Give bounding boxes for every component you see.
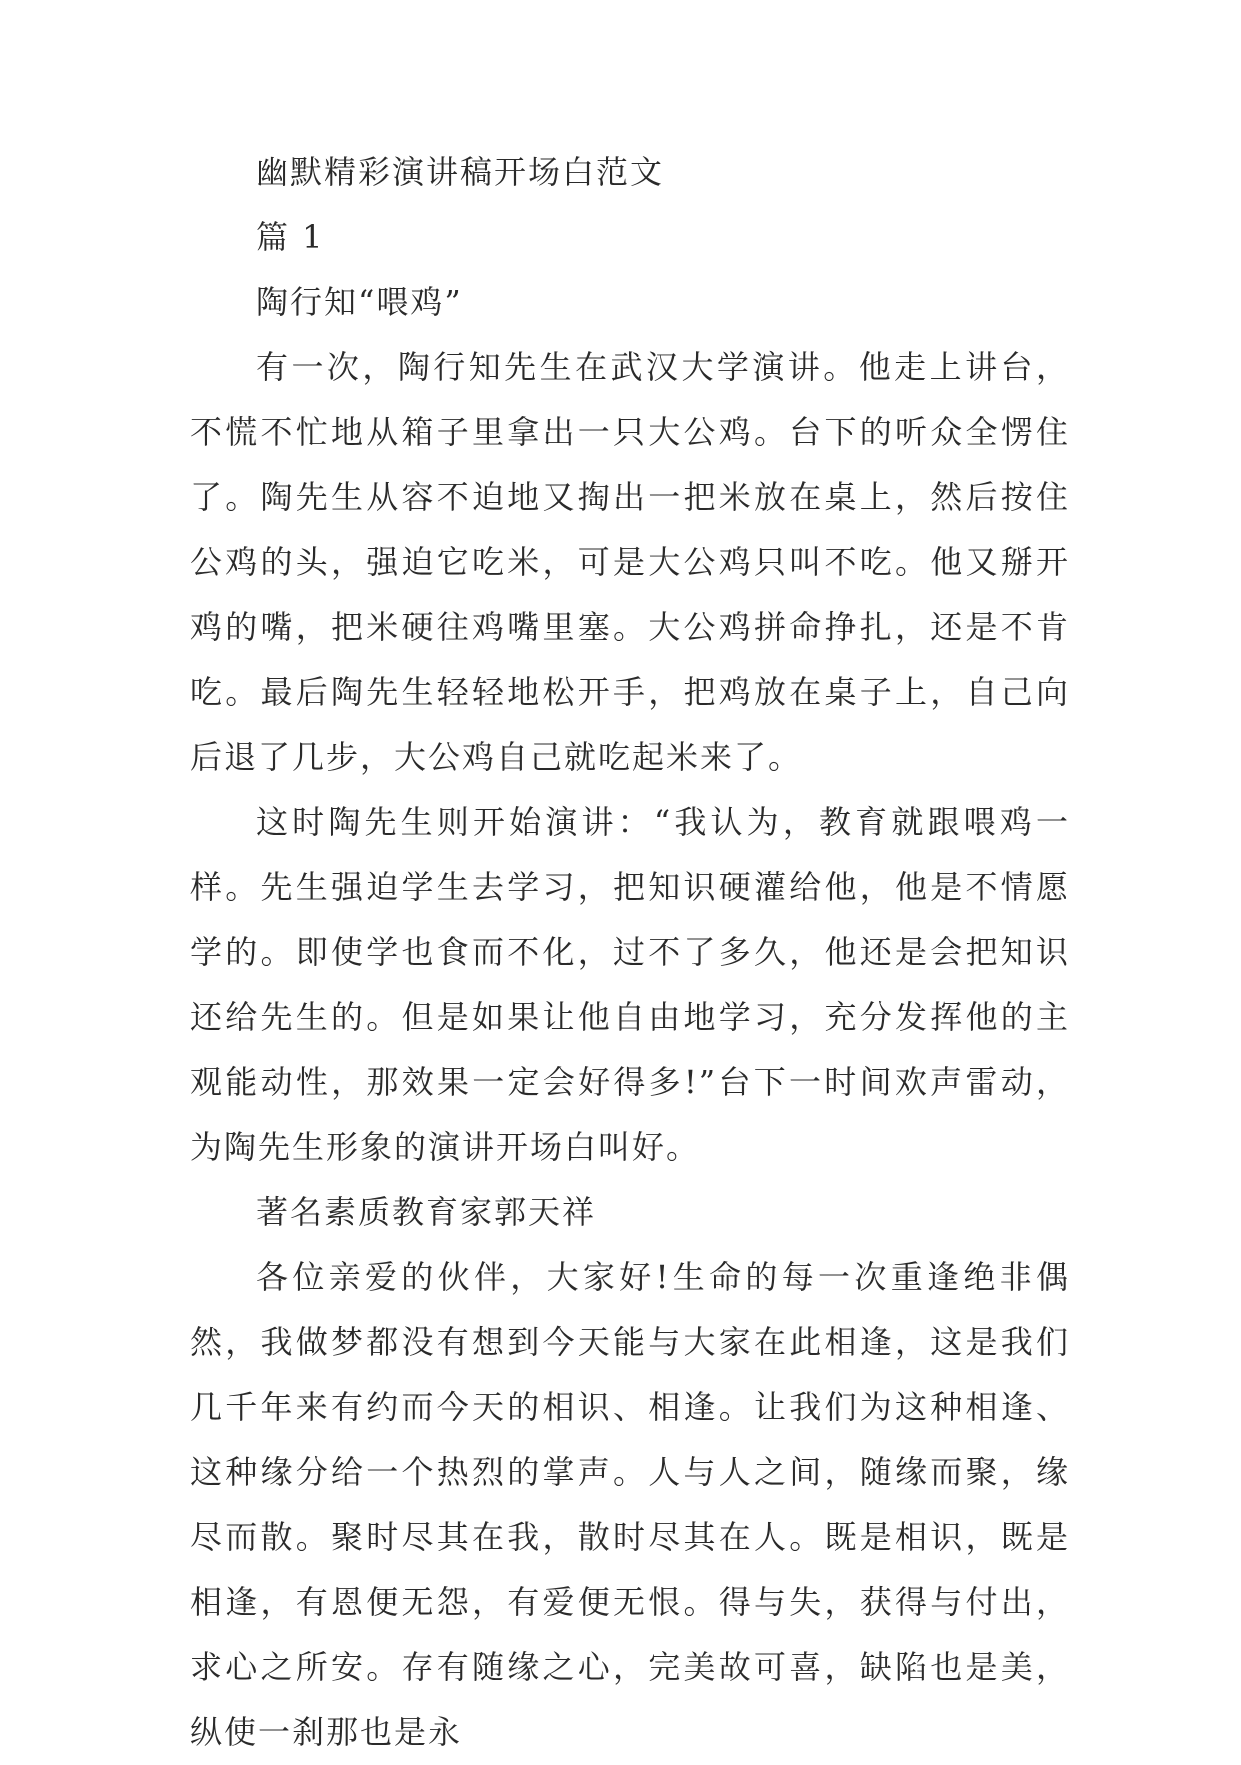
section-heading-tao-xingzhi: 陶行知“喂鸡” <box>256 283 463 321</box>
paragraph: 有一次，陶行知先生在武汉大学演讲。他走上讲台，不慌不忙地从箱子里拿出一只大公鸡。台下的听众全愣住了。陶先生从容不迫地又掏出一把米放在桌上，然后按住公鸡的头，强迫它吃米，可是大公鸡只叫不吃。他又掰开鸡的嘴，把米硬往鸡嘴里塞。大公鸡拼命挣扎，还是不肯吃。最后陶先生轻轻地松开手，把鸡放在桌子上，自己向后退了几步，大公鸡自己就吃起米来了。 <box>190 348 1070 776</box>
section-heading-guo-tianxiang: 著名素质教育家郭天祥 <box>256 1193 597 1231</box>
document-body <box>190 140 1070 1765</box>
paragraph: 各位亲爱的伙伴，大家好!生命的每一次重逢绝非偶然，我做梦都没有想到今天能与大家在此相逢，这是我们几千年来有约而今天的相识、相逢。让我们为这种相逢、这种缘分给一个热烈的掌声。人与人之间，随缘而聚，缘尽而散。聚时尽其在我，散时尽其在人。既是相识，既是相逢，有恩便无怨，有爱便无恨。得与失，获得与付出，求心之所安。存有随缘之心，完美故可喜，缺陷也是美，纵使一刹那也是永 <box>190 1258 1070 1751</box>
paragraph: 这时陶先生则开始演讲：“我认为，教育就跟喂鸡一样。先生强迫学生去学习，把知识硬灌给他，他是不情愿学的。即使学也食而不化，过不了多久，他还是会把知识还给先生的。但是如果让他自由地学习，充分发挥他的主观能动性，那效果一定会好得多!”台下一时间欢声雷动，为陶先生形象的演讲开场白叫好。 <box>190 803 1070 1166</box>
chapter-label: 篇 1 <box>256 218 325 256</box>
document-title: 幽默精彩演讲稿开场白范文 <box>256 153 665 191</box>
